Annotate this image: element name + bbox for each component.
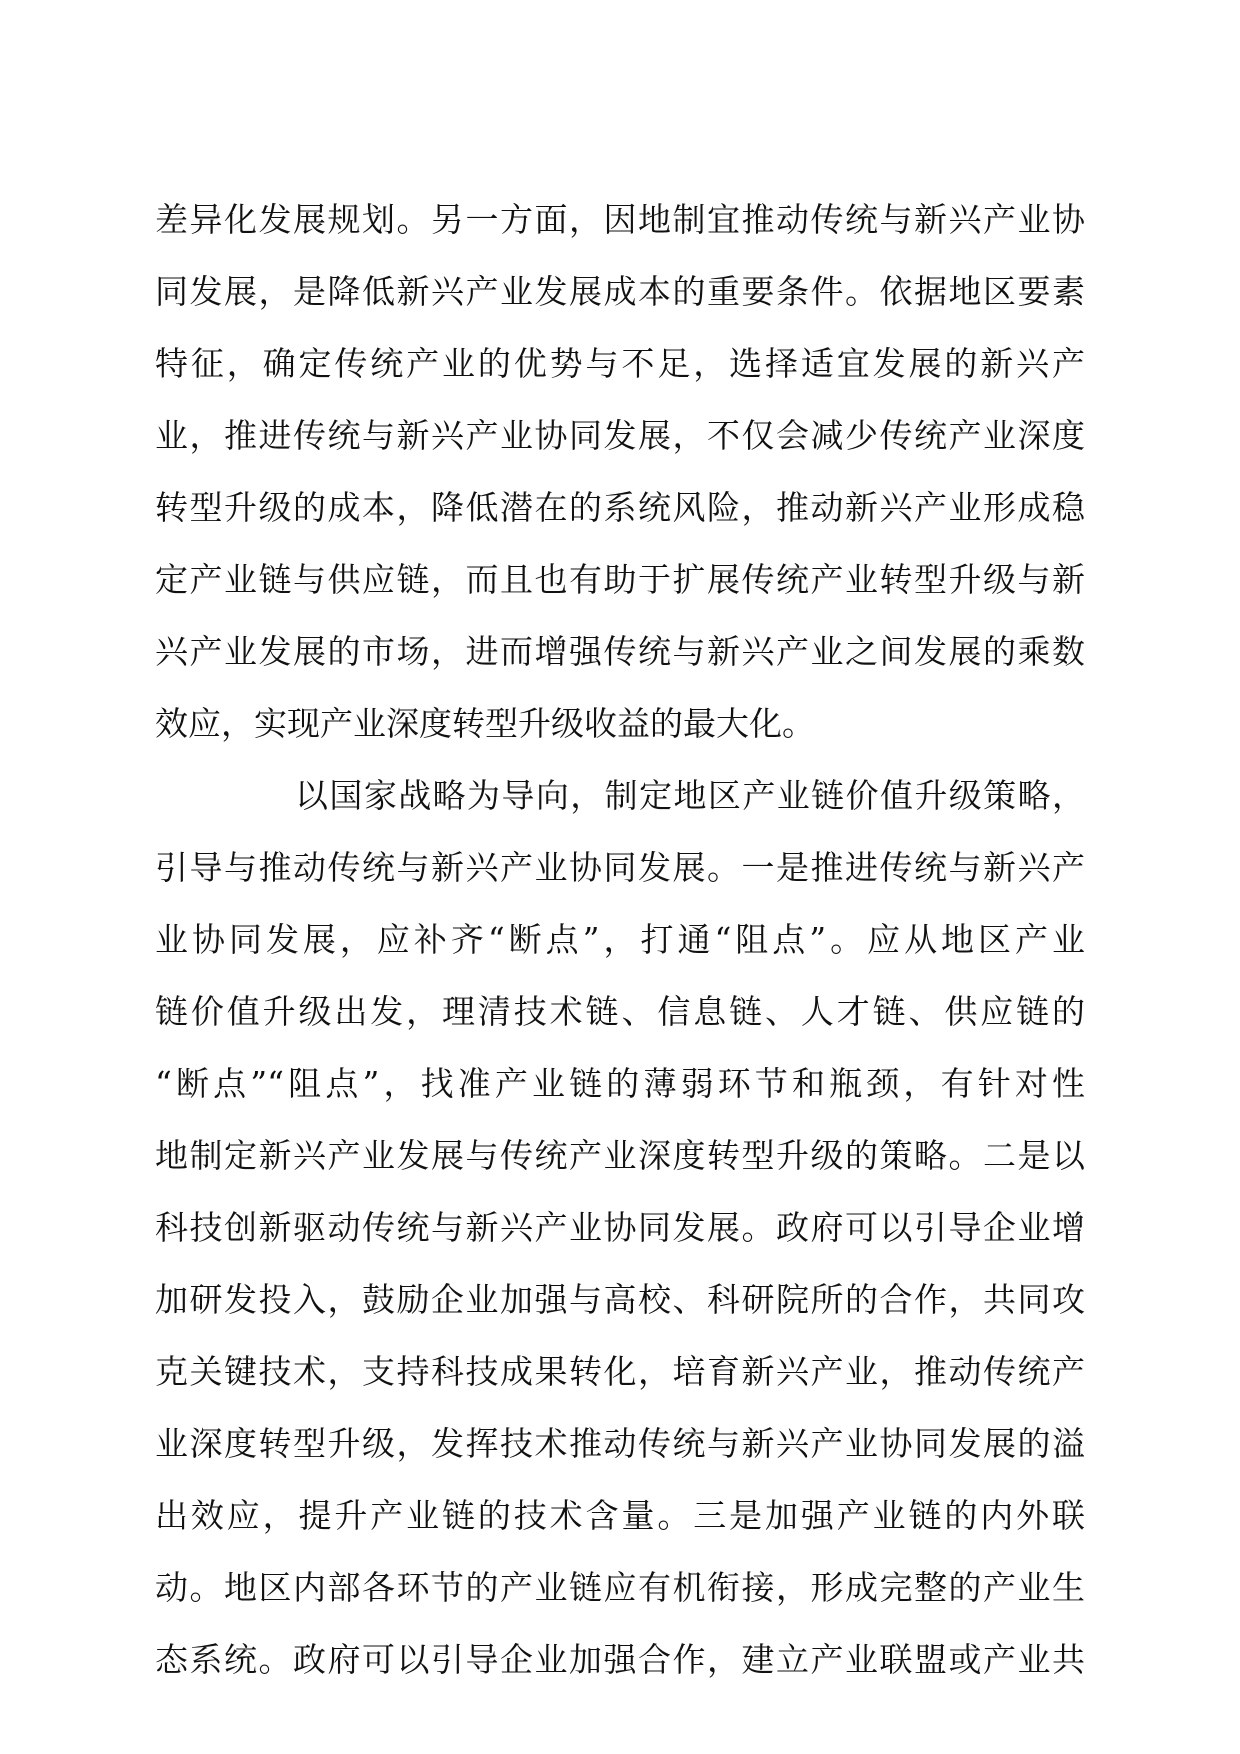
text-line: 态系统。政府可以引导企业加强合作，建立产业联盟或产业共 (155, 1640, 1085, 1679)
text-line: “断点”“阻点”，找准产业链的薄弱环节和瓶颈，有针对性 (155, 1064, 1085, 1103)
text-line: 效应，实现产业深度转型升级收益的最大化。 (155, 704, 815, 743)
text-line: 以国家战略为导向，制定地区产业链价值升级策略， (295, 776, 1085, 815)
text-line: 引导与推动传统与新兴产业协同发展。一是推进传统与新兴产 (155, 848, 1085, 887)
text-line: 克关键技术，支持科技成果转化，培育新兴产业，推动传统产 (155, 1352, 1085, 1391)
text-line: 转型升级的成本，降低潜在的系统风险，推动新兴产业形成稳 (155, 488, 1085, 527)
text-line: 业，推进传统与新兴产业协同发展，不仅会减少传统产业深度 (155, 416, 1085, 455)
body-text (155, 184, 1085, 1696)
text-line: 链价值升级出发，理清技术链、信息链、人才链、供应链的 (155, 992, 1085, 1031)
text-line: 兴产业发展的市场，进而增强传统与新兴产业之间发展的乘数 (155, 632, 1085, 671)
text-line: 地制定新兴产业发展与传统产业深度转型升级的策略。二是以 (155, 1136, 1085, 1175)
text-line: 业协同发展，应补齐“断点”，打通“阻点”。应从地区产业 (155, 920, 1085, 959)
text-line: 动。地区内部各环节的产业链应有机衔接，形成完整的产业生 (155, 1568, 1085, 1607)
text-line: 定产业链与供应链，而且也有助于扩展传统产业转型升级与新 (155, 560, 1085, 599)
text-line: 加研发投入，鼓励企业加强与高校、科研院所的合作，共同攻 (155, 1280, 1085, 1319)
text-line: 特征，确定传统产业的优势与不足，选择适宜发展的新兴产 (155, 344, 1085, 383)
text-line: 差异化发展规划。另一方面，因地制宜推动传统与新兴产业协 (155, 200, 1085, 239)
text-line: 科技创新驱动传统与新兴产业协同发展。政府可以引导企业增 (155, 1208, 1085, 1247)
text-line: 业深度转型升级，发挥技术推动传统与新兴产业协同发展的溢 (155, 1424, 1085, 1463)
text-line: 同发展，是降低新兴产业发展成本的重要条件。依据地区要素 (155, 272, 1085, 311)
text-line: 出效应，提升产业链的技术含量。三是加强产业链的内外联 (155, 1496, 1085, 1535)
